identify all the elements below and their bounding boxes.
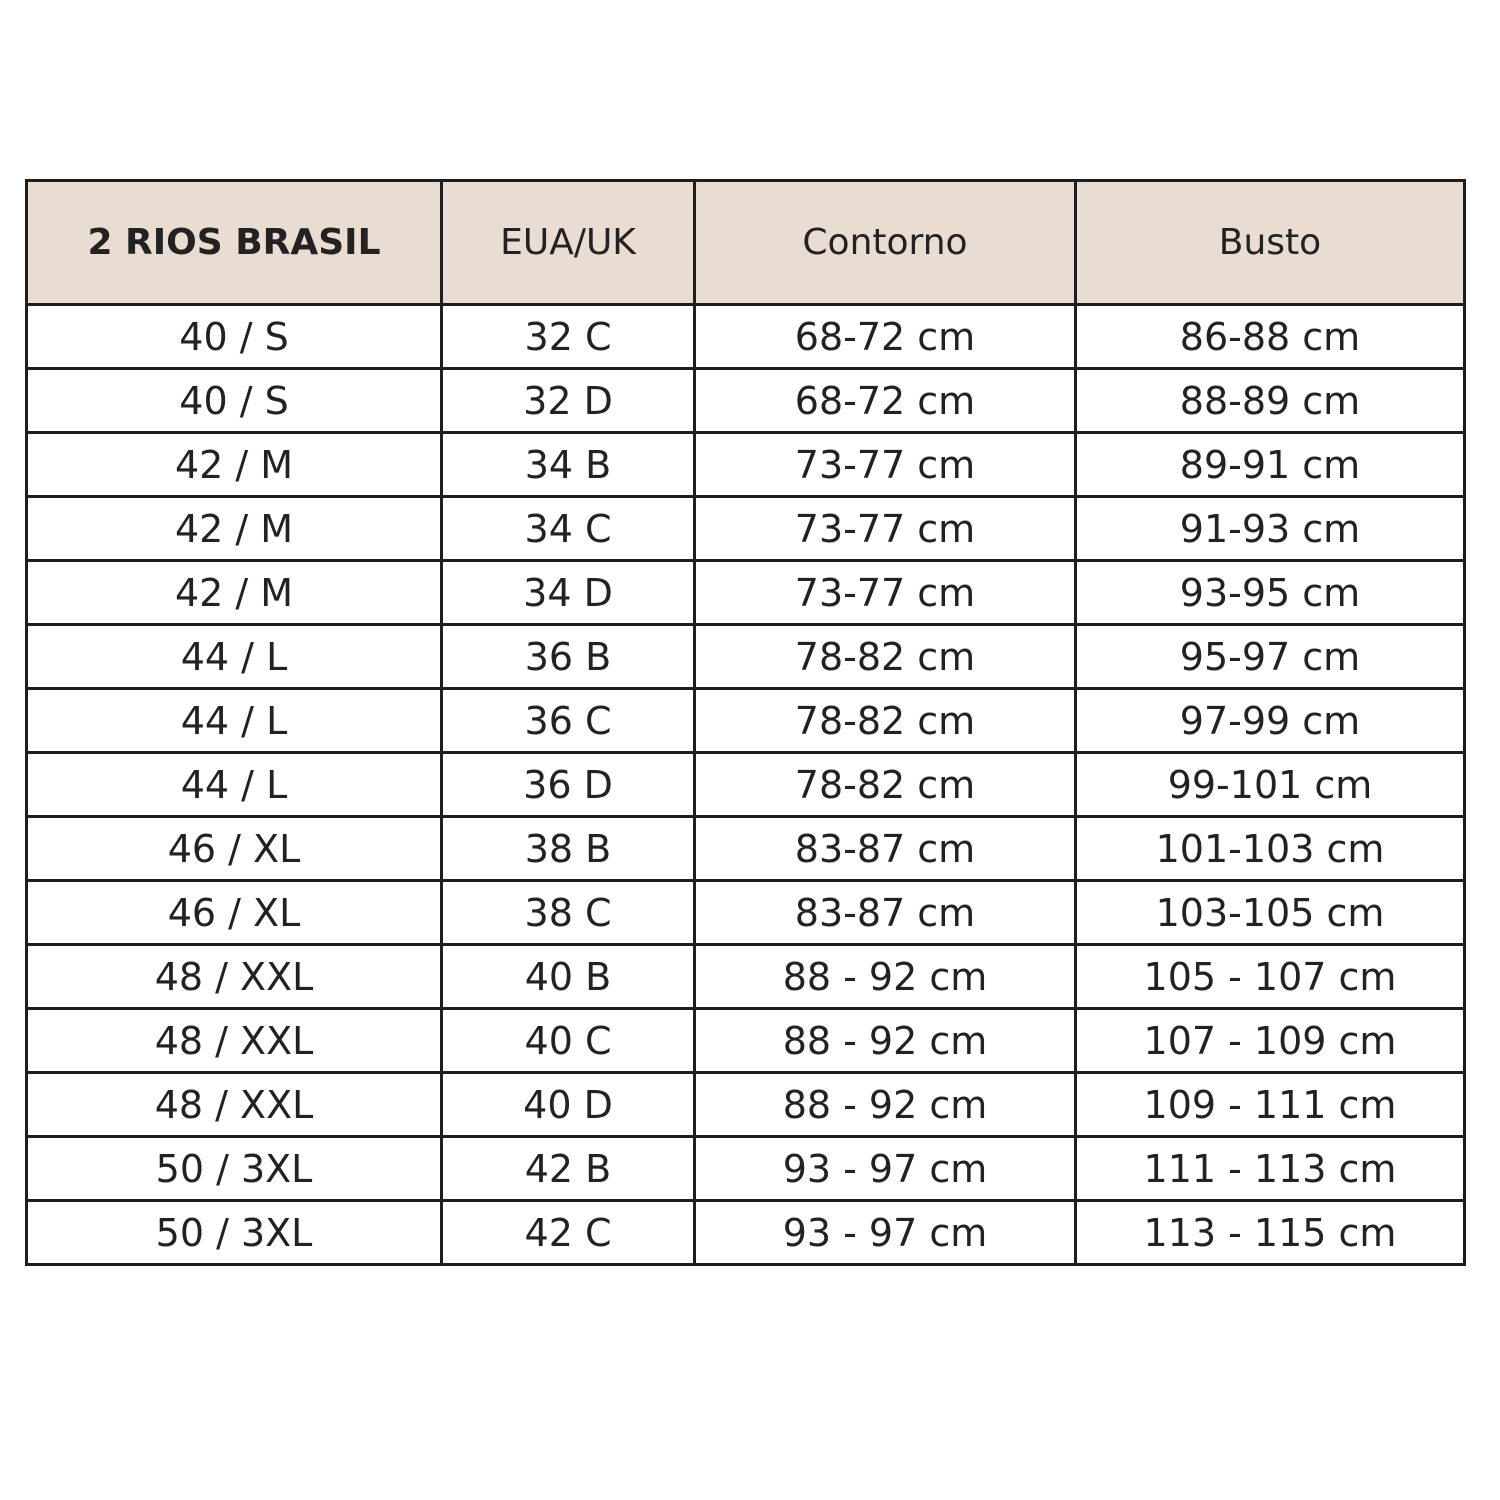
table-row xyxy=(27,433,1465,497)
cell-underbust: 83-87 cm xyxy=(695,817,1076,881)
table-row xyxy=(27,1073,1465,1137)
cell-bust: 113 - 115 cm xyxy=(1076,1201,1465,1265)
cell-underbust: 78-82 cm xyxy=(695,753,1076,817)
cell-underbust: 68-72 cm xyxy=(695,369,1076,433)
cell-brazil-size: 40 / S xyxy=(27,369,442,433)
cell-us-uk-size: 34 C xyxy=(442,497,695,561)
table-row xyxy=(27,1201,1465,1265)
cell-bust: 88-89 cm xyxy=(1076,369,1465,433)
cell-brazil-size: 50 / 3XL xyxy=(27,1137,442,1201)
cell-underbust: 78-82 cm xyxy=(695,689,1076,753)
table-row xyxy=(27,561,1465,625)
cell-us-uk-size: 40 D xyxy=(442,1073,695,1137)
cell-brazil-size: 42 / M xyxy=(27,433,442,497)
cell-bust: 103-105 cm xyxy=(1076,881,1465,945)
cell-underbust: 68-72 cm xyxy=(695,305,1076,369)
cell-brazil-size: 48 / XXL xyxy=(27,1073,442,1137)
cell-brazil-size: 44 / L xyxy=(27,689,442,753)
header-bust: Busto xyxy=(1076,181,1465,305)
table-row xyxy=(27,305,1465,369)
cell-bust: 111 - 113 cm xyxy=(1076,1137,1465,1201)
cell-brazil-size: 48 / XXL xyxy=(27,1009,442,1073)
cell-brazil-size: 42 / M xyxy=(27,561,442,625)
cell-bust: 86-88 cm xyxy=(1076,305,1465,369)
table-row xyxy=(27,945,1465,1009)
cell-underbust: 93 - 97 cm xyxy=(695,1137,1076,1201)
cell-bust: 93-95 cm xyxy=(1076,561,1465,625)
table-header xyxy=(27,181,1465,305)
cell-us-uk-size: 36 D xyxy=(442,753,695,817)
header-us-uk-size: EUA/UK xyxy=(442,181,695,305)
cell-us-uk-size: 34 B xyxy=(442,433,695,497)
size-chart-table xyxy=(25,179,1466,1266)
cell-us-uk-size: 36 B xyxy=(442,625,695,689)
cell-underbust: 78-82 cm xyxy=(695,625,1076,689)
table-row xyxy=(27,817,1465,881)
cell-bust: 107 - 109 cm xyxy=(1076,1009,1465,1073)
table-row xyxy=(27,625,1465,689)
table-row xyxy=(27,881,1465,945)
header-underbust: Contorno xyxy=(695,181,1076,305)
table-row xyxy=(27,497,1465,561)
cell-us-uk-size: 38 B xyxy=(442,817,695,881)
table-row xyxy=(27,369,1465,433)
cell-brazil-size: 42 / M xyxy=(27,497,442,561)
header-brazil-size: 2 RIOS BRASIL xyxy=(27,181,442,305)
cell-bust: 89-91 cm xyxy=(1076,433,1465,497)
cell-underbust: 88 - 92 cm xyxy=(695,945,1076,1009)
table-row xyxy=(27,753,1465,817)
cell-us-uk-size: 32 C xyxy=(442,305,695,369)
cell-brazil-size: 50 / 3XL xyxy=(27,1201,442,1265)
cell-bust: 105 - 107 cm xyxy=(1076,945,1465,1009)
cell-us-uk-size: 42 B xyxy=(442,1137,695,1201)
cell-underbust: 83-87 cm xyxy=(695,881,1076,945)
cell-brazil-size: 40 / S xyxy=(27,305,442,369)
header-row xyxy=(27,181,1465,305)
cell-underbust: 93 - 97 cm xyxy=(695,1201,1076,1265)
cell-brazil-size: 46 / XL xyxy=(27,817,442,881)
cell-underbust: 88 - 92 cm xyxy=(695,1009,1076,1073)
table-row xyxy=(27,689,1465,753)
cell-us-uk-size: 36 C xyxy=(442,689,695,753)
cell-us-uk-size: 40 C xyxy=(442,1009,695,1073)
cell-bust: 97-99 cm xyxy=(1076,689,1465,753)
cell-underbust: 88 - 92 cm xyxy=(695,1073,1076,1137)
cell-bust: 109 - 111 cm xyxy=(1076,1073,1465,1137)
cell-us-uk-size: 34 D xyxy=(442,561,695,625)
cell-bust: 99-101 cm xyxy=(1076,753,1465,817)
cell-us-uk-size: 40 B xyxy=(442,945,695,1009)
cell-brazil-size: 48 / XXL xyxy=(27,945,442,1009)
cell-brazil-size: 44 / L xyxy=(27,753,442,817)
cell-underbust: 73-77 cm xyxy=(695,433,1076,497)
cell-brazil-size: 46 / XL xyxy=(27,881,442,945)
cell-bust: 91-93 cm xyxy=(1076,497,1465,561)
cell-us-uk-size: 32 D xyxy=(442,369,695,433)
cell-brazil-size: 44 / L xyxy=(27,625,442,689)
cell-bust: 95-97 cm xyxy=(1076,625,1465,689)
cell-us-uk-size: 38 C xyxy=(442,881,695,945)
cell-underbust: 73-77 cm xyxy=(695,497,1076,561)
cell-underbust: 73-77 cm xyxy=(695,561,1076,625)
table-row xyxy=(27,1137,1465,1201)
cell-bust: 101-103 cm xyxy=(1076,817,1465,881)
table-row xyxy=(27,1009,1465,1073)
cell-us-uk-size: 42 C xyxy=(442,1201,695,1265)
table-body xyxy=(27,305,1465,1265)
